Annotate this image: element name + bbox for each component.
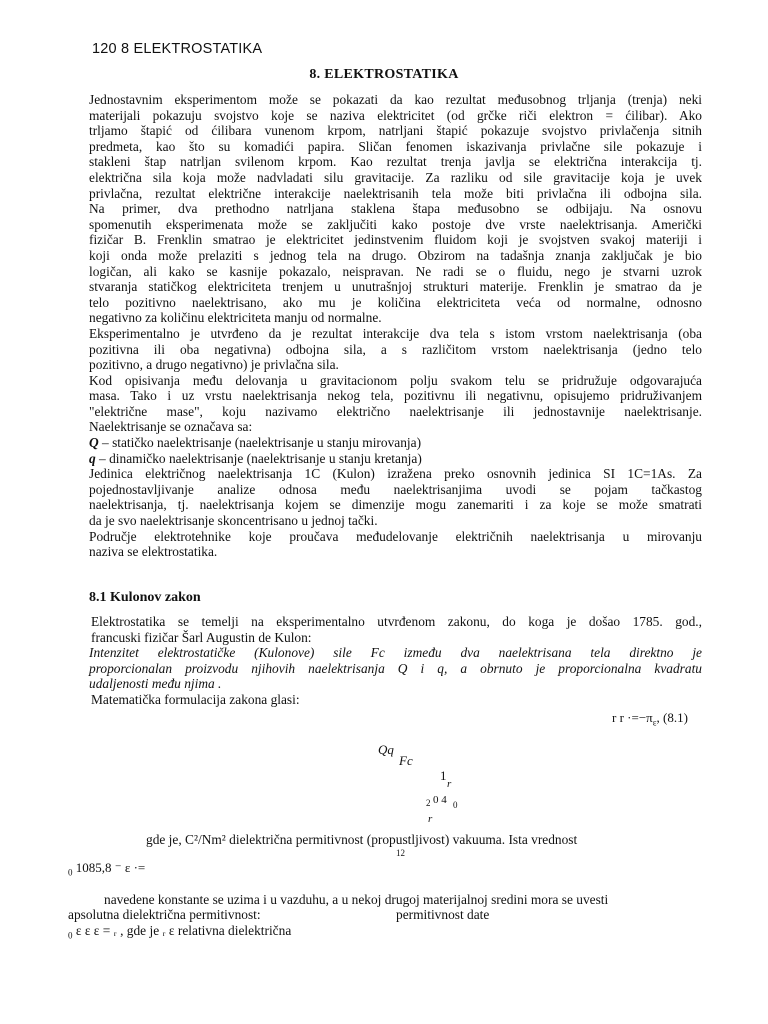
permitivnost-text: permitivnost date: [396, 907, 490, 922]
text-line: francuski fizičar Šarl Augustin de Kulon:: [91, 629, 312, 645]
formula-main: [612, 710, 688, 728]
text-line: materijali pokazuju svojstvo koje se naziva elektricitet (od grčke riči elektron = ćilibar). Ako: [89, 107, 702, 123]
text-line: fizičar B. Frenklin smatrao je elektricitet jedinstvenim fluidom koji je svojstven svakoj materiji i: [89, 232, 702, 248]
chapter-title: 8. ELEKTROSTATIKA: [309, 67, 459, 82]
gde-text: gde je, C²/Nm² dielektrična permitivnost (propustljivost) vakuuma. Ista vrednost: [146, 832, 578, 847]
text-line: stakleni štap natrljan svilenom krpom. Kao rezultat trenja javlja se električna interakcija tj.: [89, 154, 702, 170]
text-line: predmeta, kao što su komadići papira. Sličan fenomen iskazivanja privlačne sile pokazuje i: [89, 138, 702, 154]
text-line: Eksperimentalno je utvrđeno da je rezultat interakcije dva tela s istom vrstom naelektrisanja (oba: [89, 325, 702, 341]
paragraph-5: [89, 529, 702, 560]
equation-number: , (8.1): [656, 710, 688, 725]
formula-intro: Matematička formulacija zakona glasi:: [91, 691, 300, 707]
text-line: telo pozitivno naelektrisano, ako mu je količina elektriciteta veća od normalne, odnosno: [89, 294, 702, 310]
gde-line: [146, 832, 726, 848]
section-title: 8.1 Kulonov zakon: [89, 590, 201, 605]
text-line: pozitivna ili oba negativna) odbojna sila, a s različitom vrstom naelektrisanja (jedno telo: [89, 341, 702, 357]
paragraph-1: [89, 92, 702, 326]
dynamic-charge-line: [89, 451, 702, 467]
text-line: negativno za količinu elektriciteta manju od normalne.: [89, 310, 382, 326]
dynamic-charge-symbol: q: [89, 450, 96, 466]
paragraph-2: [89, 326, 702, 373]
law-statement: [89, 645, 702, 692]
last-sub: 0: [68, 930, 73, 941]
text-line: pojednostavljivanje analize odnosa među naelektrisanjima uvodi se pojam tačkastog: [89, 481, 702, 497]
formula-fc: Fc: [399, 753, 413, 768]
text-line: masa. Tako i uz vrstu naelektrisanja nekog tela, pozitivnu ili negativnu, opisujemo pridruživanjem: [89, 388, 702, 404]
last-text: ε ε ε = ᵣ , gde je ᵣ ε relativna dielektrična: [75, 923, 292, 938]
static-charge-symbol: Q: [89, 435, 99, 451]
text-line: naelektrisanja, tj. naelektrisanja kojem se dimenzije mogu zanemariti i za koje se može smatrati: [89, 497, 702, 513]
chapter-body: [89, 92, 702, 560]
text-line: spomenutih eksperimenata može se zaključiti kako postoje dve vrste naelektrisanja. Američki: [89, 216, 702, 232]
formula-qq: Qq: [378, 742, 394, 757]
text-line: Jednostavnim eksperimentom može se pokazati da kao rezultat međusobnog trljanja (trenja) neki: [89, 92, 702, 107]
apsolutna-text: apsolutna dielektrična permitivnost:: [68, 907, 261, 922]
text-line: trljamo štapić od ćilibara vunenom krpom, natrljani štapić pokazuje svojstvo privlačenja sitnih: [89, 123, 702, 139]
formula-two: 2: [426, 798, 431, 808]
text-line: stvaranja statičkog elektriciteta trenjem u unutrašnjoj strukturi materije. Frenklin je smatrao da je: [89, 279, 702, 295]
text-line: proporcionalan proizvodu njihovih naelektrisanja Q i q, a obrnuto je proporcionalna kvadratu: [89, 660, 702, 676]
paragraph-4: [89, 466, 702, 528]
text-line: da je svo naelektrisanje skoncentrisano u jednoj tački.: [89, 513, 378, 529]
constant-line: [68, 860, 145, 878]
text-line: pozitivno, a drugo negativno) je privlačna sila.: [89, 357, 339, 373]
text-line: Područje elektrotehnike koje proučava međudelovanje električnih naelektrisanja u mirovanju: [89, 528, 702, 544]
formula-main-text: r r ·=−π: [612, 710, 653, 725]
text-line: Na primer, dva prethodno natrljana staklena štapa međusobno se odbijaju. Na osnovu: [89, 201, 702, 217]
text-line: "električne mase", koju nazivamo električno naelektrisanje ili jednostavnije naelektrisanje.: [89, 403, 702, 419]
navedene-line: navedene konstante se uzima i u vazduhu, a u nekoj drugoj materijalnoj sredini mora se uvesti: [104, 892, 609, 907]
formula-one: 1: [440, 768, 447, 783]
text-line: električna sila koja može nadvladati silu gravitacije. Za razliku od sile gravitacije koja je uvek: [89, 169, 702, 185]
constant-text: 1085,8 ⁻ ε ·=: [75, 860, 146, 875]
text-line: naziva se elektrostatika.: [89, 544, 218, 560]
formula-r1: r: [447, 778, 452, 790]
static-charge-text: – statičko naelektrisanje (naelektrisanje u stanju mirovanja): [98, 435, 422, 451]
text-line: privlačna, rezultat električne interakcije naelektrisanih tela može biti privlačna ili odbojna sila.: [89, 185, 702, 201]
text-line: Intenzitet elektrostatičke (Kulonove) sile Fc između dva naelektrisana tela direktno je: [89, 645, 702, 660]
constant-sub: 0: [68, 867, 73, 878]
text-line: logičan, ali kako se kasnije pokazalo, neispravan. Ne radi se o fluidu, nego je stvarni uzrok: [89, 263, 702, 279]
dynamic-charge-text: – dinamičko naelektrisanje (naelektrisanje u stanju kretanja): [95, 450, 422, 466]
text-line: Elektrostatika se temelji na eksperimentalno utvrđenom zakonu, do koga je došao 1785. god.,: [91, 614, 702, 629]
text-line: udaljenosti među njima .: [89, 676, 222, 691]
formula-zero-b: 0: [453, 800, 458, 810]
text-line: Kod opisivanja među delovanja u gravitacionom polju svakom telu se pridružuje odgovarajuća: [89, 372, 702, 388]
text-line: Jedinica električnog naelektrisanja 1C (Kulon) izražena preko osnovnih jedinica SI 1C=1As. Za: [89, 466, 702, 482]
section-intro: [89, 614, 702, 645]
formula-zero4: 0 4: [433, 794, 447, 806]
formula-main-sub: ε: [652, 717, 657, 728]
exponent-twelve: 12: [396, 848, 405, 858]
text-line: Naelektrisanje se označava sa:: [89, 419, 253, 435]
formula-r2: r: [428, 813, 433, 825]
section-body: [89, 614, 702, 707]
paragraph-3: [89, 373, 702, 435]
text-line: koji onda može prelaziti s jednog tela na drugo. Obzirom na tadašnja znanja zaključak je bio: [89, 247, 702, 263]
last-line: [68, 923, 291, 941]
static-charge-line: [89, 435, 702, 451]
running-header: 120 8 ELEKTROSTATIKA: [92, 41, 263, 57]
